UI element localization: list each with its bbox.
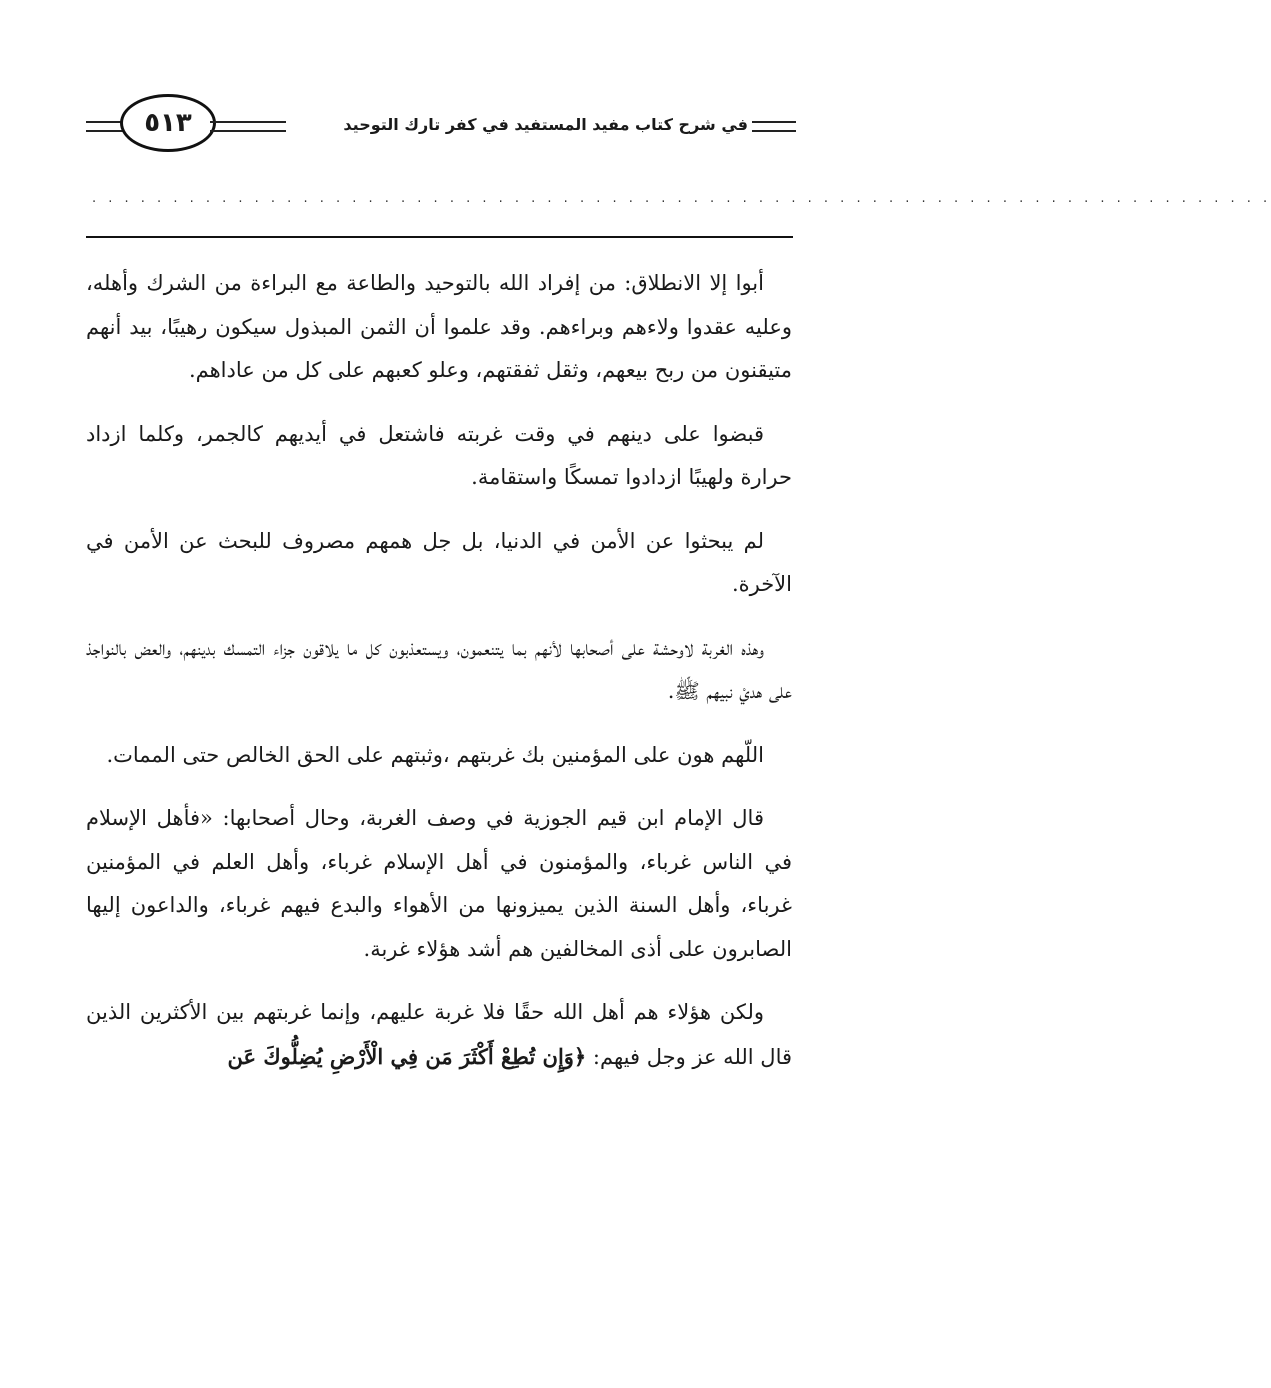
paragraph-6: قال الإمام ابن قيم الجوزية في وصف الغربة، وحال أصحابها: «فأهل الإسلام في الناس غرباء، والمؤمنون في أهل الإسلام غرباء، وأهل العلم في المؤمنين غرباء، وأهل السنة الذين يميزونها من الأهواء والبدع فيهم غرباء، والداعون إليها الصابرون على أذى المخالفين هم أشد هؤلاء غربة. — [86, 806, 792, 961]
paragraph-1: أبوا إلا الانطلاق: من إفراد الله بالتوحيد والطاعة مع البراءة من الشرك وأهله، وعليه عقدوا ولاءهم وبراءهم. وقد علموا أن الثمن المبذول سيكون رهيبًا، بيد أنهم متيقنون من ربح بيعهم، وثقل ثفقتهم، وعلو كعبهم على كل من عاداهم. — [86, 271, 792, 382]
running-title: في شرح كتاب مفيد المستفيد في كفر تارك التوحيد — [343, 115, 748, 134]
page-number-oval — [120, 94, 216, 152]
page-header — [86, 88, 796, 158]
paragraph-5: اللّهم هون على المؤمنين بك غربتهم ،وثبتهم على الحق الخالص حتى الممات. — [106, 742, 764, 767]
header-rule-right — [752, 121, 796, 132]
dotted-separator: . . . . . . . . . . . . . . . . . . . . . . . . . . . . . . . . . . . . . . . . . . . . . . . . . . . . . . . . . . . . . . . . . . . . . . . . . — [92, 191, 1271, 206]
header-rule-middle — [210, 121, 286, 132]
paragraph-7 — [86, 991, 792, 1079]
paragraph-7-text: ولكن هؤلاء هم أهل الله حقًا فلا غربة عليهم، وإنما غربتهم بين الأكثرين الذين قال الله عز وجل فيهم: — [86, 1000, 792, 1069]
paragraph-2: قبضوا على دينهم في وقت غربته فاشتعل في أيديهم كالجمر، وكلما ازداد حرارة ولهيبًا ازدادوا تمسكًا واستقامة. — [86, 421, 792, 489]
page-number: ٥١٣ — [144, 108, 192, 138]
quran-verse: ﴿وَإِن تُطِعْ أَكْثَرَ مَن فِي الْأَرْضِ يُضِلُّوكَ عَن — [227, 1043, 587, 1069]
paragraph-3: لم يبحثوا عن الأمن في الدنيا، بل جل همهم مصروف للبحث عن الأمن في الآخرة. — [86, 528, 792, 596]
body-text — [86, 262, 792, 1099]
top-rule — [86, 236, 793, 238]
paragraph-4: وهذه الغربة لاوحشة على أصحابها لأنهم بما يتنعمون، ويستعذبون كل ما يلاقون جزاء التمسك بدينهم، والعض بالنواجذ على هديْ نبيهم ﷺ. — [86, 635, 792, 703]
